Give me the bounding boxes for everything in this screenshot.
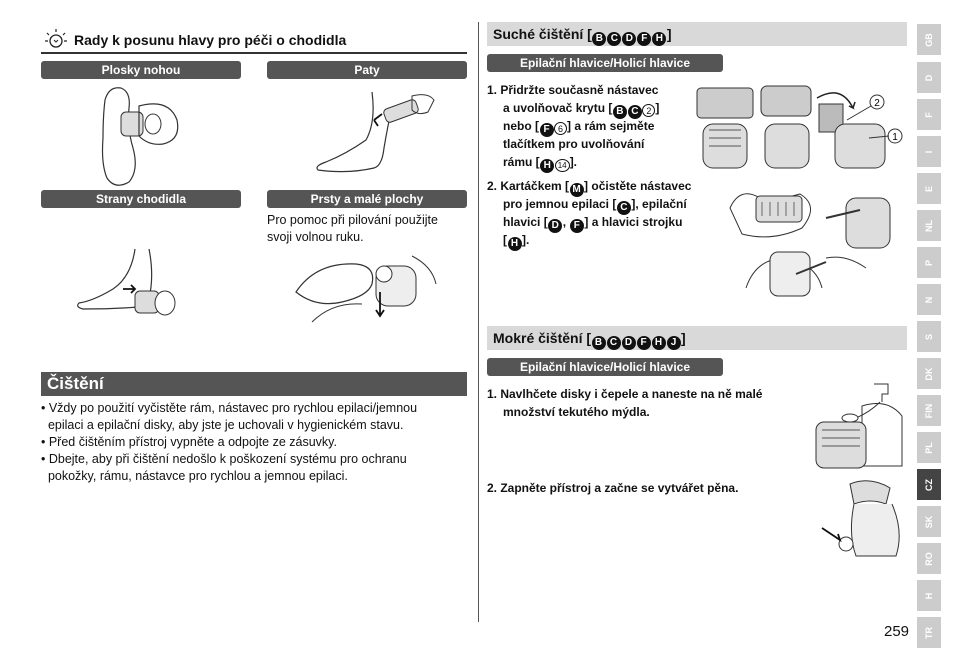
- lang-tab-cz[interactable]: CZ: [917, 469, 941, 500]
- foot-side-illustration: [75, 245, 185, 335]
- lang-tab-ro[interactable]: RO: [917, 543, 941, 574]
- lang-tab-f[interactable]: F: [917, 99, 941, 130]
- letter-f: F: [570, 219, 584, 233]
- wet-step1-l1: 1. Navlhčete disky i čepele a naneste na ně malé: [487, 387, 763, 401]
- callout-1: 1: [892, 132, 898, 143]
- tips-title-rule: [41, 52, 467, 54]
- letter-c: C: [607, 336, 621, 350]
- tips-title: Rady k posunu hlavy pro péči o chodidla: [74, 32, 347, 48]
- dry-step1-l3: nebo [ F 6 ] a rám sejměte: [503, 119, 655, 135]
- wet-suffix: ]: [681, 330, 686, 346]
- lang-tab-i[interactable]: I: [917, 136, 941, 167]
- lang-tab-p[interactable]: P: [917, 247, 941, 278]
- letter-d: D: [622, 336, 636, 350]
- wet-sub-bar: Epilační hlavice/Holicí hlavice: [487, 358, 723, 376]
- letter-h: H: [652, 32, 666, 46]
- dry-step2-l1: 2. Kartáčkem [ M ] očistěte nástavec: [487, 179, 692, 195]
- letter-f: F: [637, 336, 651, 350]
- letter-b: B: [592, 336, 606, 350]
- wet-step2: 2. Zapněte přístroj a začne se vytvářet pěna.: [487, 481, 739, 495]
- ref-6: 6: [554, 122, 567, 135]
- lang-tab-e[interactable]: E: [917, 173, 941, 204]
- dry-cleaning-heading: [487, 22, 907, 46]
- wet-cleaning-heading: [487, 326, 907, 350]
- letter-h: H: [652, 336, 666, 350]
- letter-b: B: [592, 32, 606, 46]
- letter-c: C: [628, 105, 642, 119]
- lang-tab-pl[interactable]: PL: [917, 432, 941, 463]
- dry-prefix: Suché čištění [: [493, 26, 592, 42]
- bullet-3-line1: • Dbejte, aby při čištění nedošlo k poškození systému pro ochranu: [41, 452, 407, 466]
- letter-c: C: [617, 201, 631, 215]
- letter-h: H: [540, 159, 554, 173]
- bullet-3-line2: pokožky, rámu, nástavce pro rychlou a jemnou epilaci.: [41, 469, 348, 483]
- sole-illustration: [93, 82, 193, 187]
- letter-b: B: [613, 105, 627, 119]
- dry-step2-l4: [ H ].: [503, 233, 530, 249]
- column-divider: [478, 22, 479, 622]
- lang-tab-tr[interactable]: TR: [917, 617, 941, 648]
- wet-prefix: Mokré čištění [: [493, 330, 592, 346]
- letter-m: M: [570, 183, 584, 197]
- tips-icon: [44, 28, 68, 52]
- lang-tab-nl[interactable]: NL: [917, 210, 941, 241]
- toes-hint-line2: svoji volnou ruku.: [267, 230, 364, 244]
- callout-2: 2: [874, 98, 880, 109]
- bar-prsty: Prsty a malé plochy: [267, 190, 467, 208]
- bar-paty: Paty: [267, 61, 467, 79]
- bullet-1-line1: • Vždy po použití vyčistěte rám, nástavec pro rychlou epilaci/jemnou: [41, 401, 418, 415]
- dry-suffix: ]: [666, 26, 672, 42]
- ref-2: 2: [642, 104, 655, 117]
- letter-h: H: [508, 237, 522, 251]
- wet-step1-l2: množství tekutého mýdla.: [503, 405, 650, 419]
- dry-step2-illustration: [726, 178, 901, 308]
- letter-f: F: [637, 32, 651, 46]
- wet-step1-illustration: [810, 382, 910, 472]
- bar-plosky-nohou: Plosky nohou: [41, 61, 241, 79]
- letter-d: D: [622, 32, 636, 46]
- page-number: 259: [884, 623, 910, 640]
- bullet-1-line2: epilaci a epilační disky, aby jste je uchovali v hygienickém stavu.: [41, 418, 404, 432]
- letter-c: C: [607, 32, 621, 46]
- dry-sub-bar: Epilační hlavice/Holicí hlavice: [487, 54, 723, 72]
- lang-tab-h[interactable]: H: [917, 580, 941, 611]
- dry-step2-l2: pro jemnou epilaci [ C ], epilační: [503, 197, 687, 213]
- dry-step1-l2: a uvolňovač krytu [ B C 2 ]: [503, 101, 660, 117]
- cleaning-heading: Čištění: [41, 372, 467, 396]
- dry-step2-l3: hlavici [ D , F ] a hlavici strojku: [503, 215, 683, 231]
- dry-step1-l4: tlačítkem pro uvolňování: [503, 137, 645, 151]
- dry-step1-l1: 1. Přidržte současně nástavec: [487, 83, 659, 97]
- lang-tab-gb[interactable]: GB: [917, 24, 941, 55]
- toes-illustration: [292, 252, 442, 332]
- lang-tab-sk[interactable]: SK: [917, 506, 941, 537]
- toes-hint-line1: Pro pomoc při pilování použijte: [267, 213, 438, 227]
- letter-d: D: [548, 219, 562, 233]
- lang-tab-s[interactable]: S: [917, 321, 941, 352]
- heel-illustration: [312, 84, 442, 174]
- ref-14: 14: [555, 159, 570, 172]
- lang-tab-n[interactable]: N: [917, 284, 941, 315]
- lang-tab-d[interactable]: D: [917, 62, 941, 93]
- bar-strany-chodidla: Strany chodidla: [41, 190, 241, 208]
- letter-f: F: [540, 123, 554, 137]
- dry-step1-illustration: [695, 78, 907, 173]
- lang-tab-dk[interactable]: DK: [917, 358, 941, 389]
- bullet-2-line1: • Před čištěním přístroj vypněte a odpojte ze zásuvky.: [41, 435, 337, 449]
- lang-tab-fin[interactable]: FIN: [917, 395, 941, 426]
- dry-step1-l5: rámu [ H 14 ].: [503, 155, 578, 171]
- wet-step2-illustration: [820, 478, 910, 558]
- letter-j: J: [667, 336, 681, 350]
